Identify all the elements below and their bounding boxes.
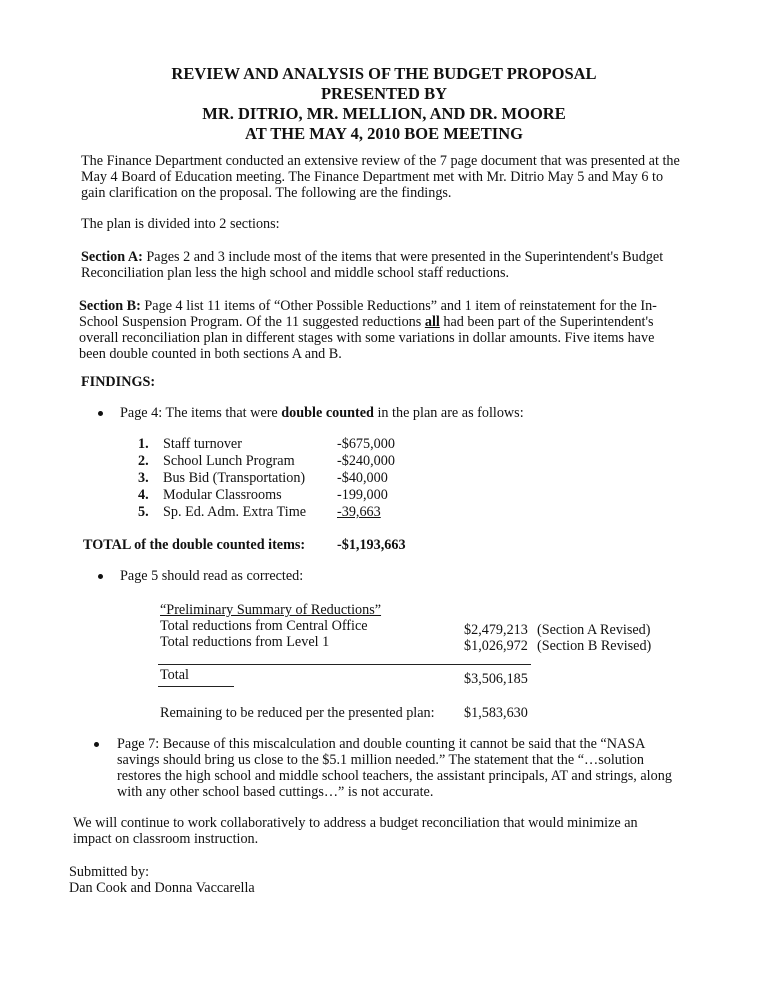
summary-amount: $1,026,972	[464, 638, 528, 654]
list-number: 5.	[138, 504, 149, 520]
section-b-paragraph	[79, 298, 657, 362]
bullet-page7	[117, 736, 672, 800]
section-b-text: overall reconciliation plan in different stages with some variations in dollar amounts. Five items have	[79, 330, 655, 346]
bullet-page4-text: in the plan are as follows:	[373, 405, 524, 421]
summary-remaining-amount: $1,583,630	[464, 705, 528, 721]
closing-paragraph	[73, 815, 638, 847]
intro-line: May 4 Board of Education meeting. The Finance Department met with Mr. Ditrio May 5 and May 6 to	[81, 169, 664, 185]
title-line-4: AT THE MAY 4, 2010 BOE MEETING	[245, 124, 523, 143]
summary-heading: “Preliminary Summary of Reductions”	[160, 602, 382, 618]
summary-total-amount: $3,506,185	[464, 671, 528, 687]
intro-line: The Finance Department conducted an extensive review of the 7 page document that was presented at the	[81, 153, 680, 169]
list-amount: -$40,000	[337, 470, 388, 486]
total-double-label: TOTAL of the double counted items:	[83, 537, 306, 553]
list-number: 3.	[138, 470, 149, 486]
bullet-icon	[94, 742, 99, 747]
intro-line: gain clarification on the proposal. The following are the findings.	[81, 185, 452, 201]
bullet-page4-text: Page 4: The items that were	[120, 405, 282, 421]
findings-heading: FINDINGS:	[81, 374, 156, 390]
summary-total-label: Total	[160, 667, 189, 683]
title-line-2: PRESENTED BY	[320, 84, 448, 103]
plan-divided-text: The plan is divided into 2 sections:	[81, 216, 280, 232]
list-amount: -$240,000	[337, 453, 395, 469]
section-b-emphasis: all	[424, 314, 440, 330]
bullet-icon	[98, 574, 103, 579]
bullet-icon	[98, 411, 103, 416]
bullet-page7-text: savings should bring us close to the $5.1 million needed.” The statement that the “…solution	[117, 752, 644, 768]
list-number: 2.	[138, 453, 149, 469]
summary-label: Total reductions from Central Office	[160, 618, 368, 634]
section-b-text: had been part of the Superintendent's	[439, 314, 654, 330]
summary-amount: $2,479,213	[464, 622, 528, 638]
title-line-1: REVIEW AND ANALYSIS OF THE BUDGET PROPOSAL	[171, 64, 597, 83]
bullet-page7-text: Page 7: Because of this miscalculation and double counting it cannot be said that the “NASA	[117, 736, 646, 752]
bullet-page7-text: with any other school based cuttings…” is not accurate.	[117, 784, 434, 800]
section-a-text: Pages 2 and 3 include most of the items that were presented in the Superintendent's Budget	[142, 249, 664, 265]
summary-label: Total reductions from Level 1	[160, 634, 330, 650]
section-a-paragraph	[81, 249, 663, 281]
bullet-page4-emphasis: double counted	[281, 405, 374, 421]
summary-divider	[158, 664, 531, 665]
intro-paragraph	[81, 153, 680, 201]
closing-line: We will continue to work collaboratively to address a budget reconciliation that would minimize an	[73, 815, 638, 831]
section-a-text: Reconciliation plan less the high school and middle school staff reductions.	[81, 265, 510, 281]
section-a-label: Section A:	[81, 249, 143, 265]
section-b-text: School Suspension Program. Of the 11 suggested reductions	[79, 314, 425, 330]
bullet-page7-text: restores the high school and middle school teachers, the assistant principals, AT and strings, along	[117, 768, 672, 784]
section-b-label: Section B:	[79, 298, 141, 314]
list-label: Modular Classrooms	[163, 487, 282, 503]
document-title	[0, 64, 768, 144]
summary-remaining-label: Remaining to be reduced per the presented plan:	[160, 705, 435, 721]
section-b-text: Page 4 list 11 items of “Other Possible Reductions” and 1 item of reinstatement for the In-	[140, 298, 657, 314]
list-number: 4.	[138, 487, 149, 503]
summary-note: (Section A Revised)	[537, 622, 651, 638]
list-label: Staff turnover	[163, 436, 242, 452]
list-amount: -199,000	[337, 487, 388, 503]
list-label: Bus Bid (Transportation)	[163, 470, 306, 486]
submitted-label: Submitted by:	[69, 864, 150, 880]
summary-note: (Section B Revised)	[537, 638, 652, 654]
submitted-block	[69, 864, 255, 896]
total-underline	[158, 686, 234, 687]
section-b-text: been double counted in both sections A and B.	[79, 346, 342, 362]
title-line-3: MR. DITRIO, MR. MELLION, AND DR. MOORE	[202, 104, 566, 123]
bullet-page4	[120, 405, 524, 421]
list-label: School Lunch Program	[163, 453, 295, 469]
list-number: 1.	[138, 436, 149, 452]
submitted-names: Dan Cook and Donna Vaccarella	[69, 880, 255, 896]
list-amount: -39,663	[337, 504, 381, 520]
closing-line: impact on classroom instruction.	[73, 831, 259, 847]
bullet-page5: Page 5 should read as corrected:	[120, 568, 304, 584]
list-label: Sp. Ed. Adm. Extra Time	[163, 504, 307, 520]
total-double-amount: -$1,193,663	[337, 537, 406, 553]
list-amount: -$675,000	[337, 436, 395, 452]
